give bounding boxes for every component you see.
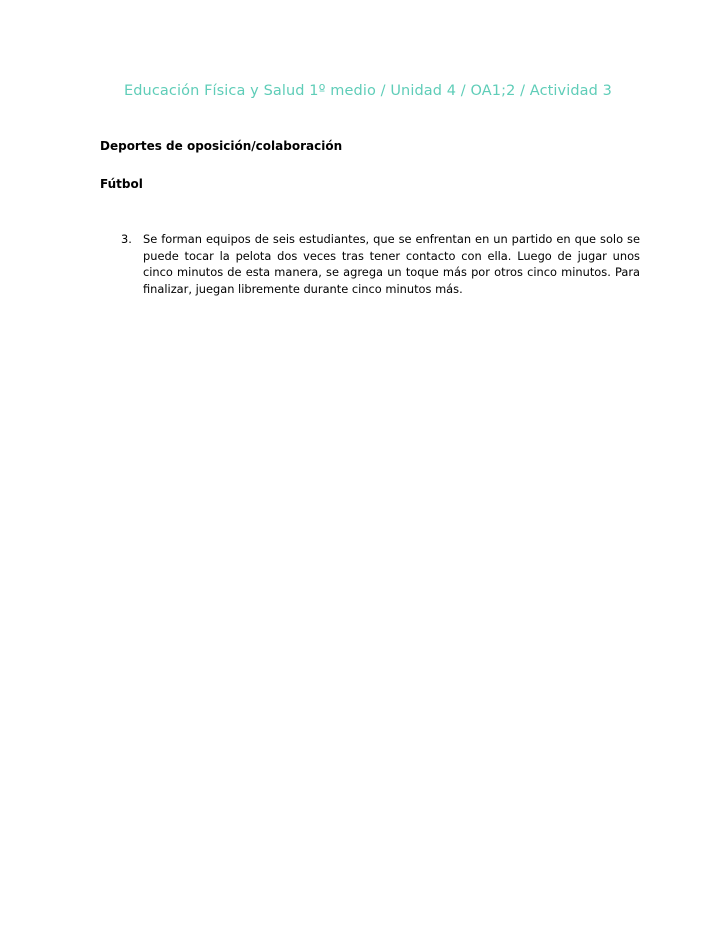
activity-number: 3. <box>121 232 132 246</box>
activity-list <box>100 231 640 297</box>
list-item <box>100 231 640 297</box>
subsection-heading: Fútbol <box>100 177 143 191</box>
section-heading: Deportes de oposición/colaboración <box>100 139 343 153</box>
page-title: Educación Física y Salud 1º medio / Unidad 4 / OA1;2 / Actividad 3 <box>123 83 612 99</box>
activity-text: Se forman equipos de seis estudiantes, que se enfrentan en un partido en que solo se puede tocar la pelota dos veces tras tener contacto con ella. Luego de jugar unos cinco minutos de esta manera, se agrega un toque más por otros cinco minutos. Para finalizar, juegan libremente durante cinco minutos más. <box>143 232 640 296</box>
